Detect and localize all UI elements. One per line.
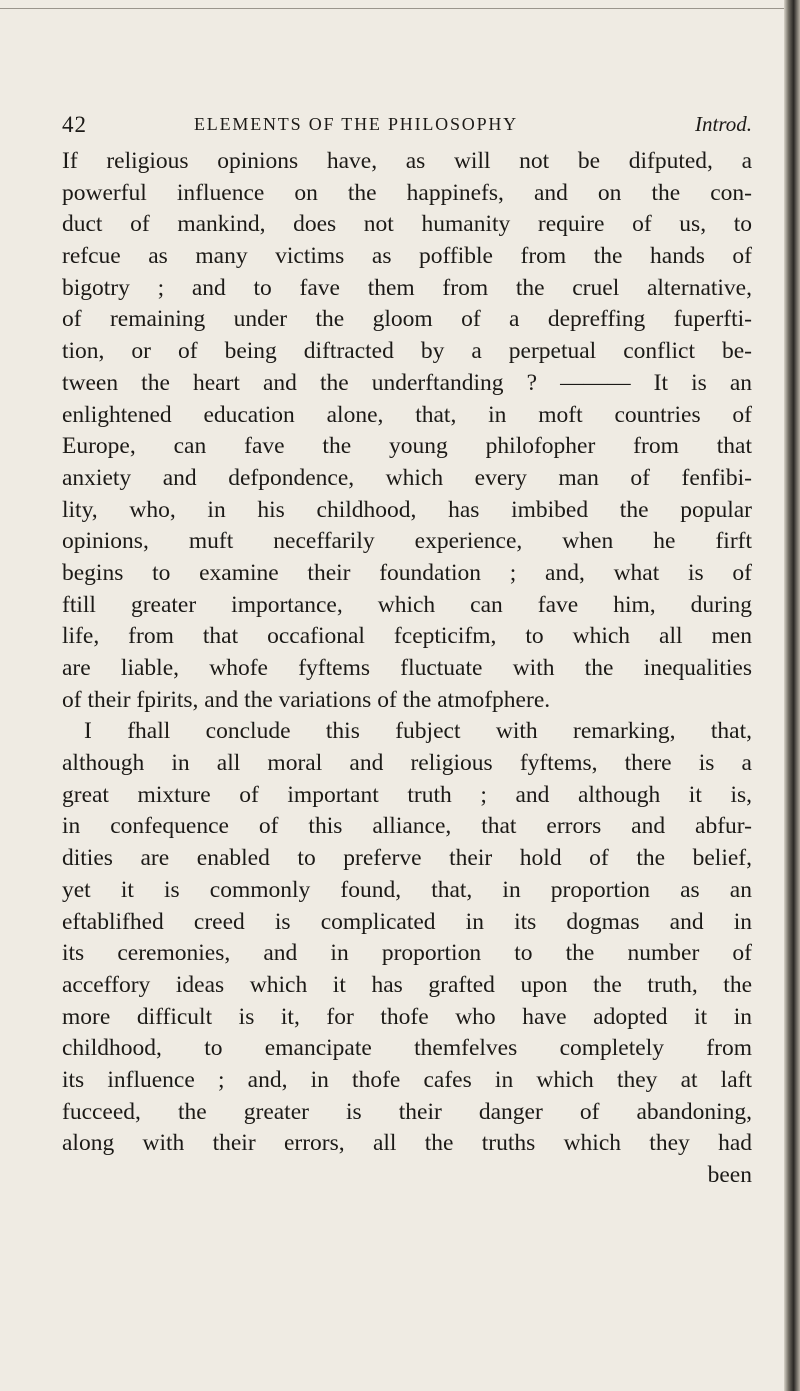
text-line: I fhall conclude this fubject with remarking, that, xyxy=(84,718,752,745)
text-line: opinions, muft neceffarily experience, when he firft xyxy=(62,528,752,555)
text-line: life, from that occafional fcepticifm, to which all men xyxy=(62,623,752,650)
text-line: tion, or of being diftracted by a perpetual conflict be- xyxy=(62,338,752,365)
text-line: of their fpirits, and the variations of the atmofphere. xyxy=(62,686,551,713)
section-label: Introd. xyxy=(695,112,752,136)
body-text xyxy=(62,146,752,1192)
catchword: been xyxy=(707,1162,752,1188)
top-page-edge xyxy=(0,8,785,9)
text-line: enlightened education alone, that, in moft countries of xyxy=(62,401,752,428)
text-line: its ceremonies, and in proportion to the number of xyxy=(62,940,752,967)
text-line: powerful influence on the happinefs, and on the con- xyxy=(62,179,752,206)
text-line: although in all moral and religious fyftems, there is a xyxy=(62,750,752,777)
text-line: along with their errors, all the truths which they had xyxy=(62,1130,752,1157)
page-number: 42 xyxy=(62,112,87,137)
text-line: refcue as many victims as poffible from the hands of xyxy=(62,243,752,270)
text-line: of remaining under the gloom of a depreffing fuperfti- xyxy=(62,306,752,333)
text-line: duct of mankind, does not humanity require of us, to xyxy=(62,211,752,238)
text-line: lity, who, in his childhood, has imbibed the popular xyxy=(62,496,752,523)
text-line: in confequence of this alliance, that errors and abfur- xyxy=(62,813,752,840)
text-line: eftablifhed creed is complicated in its dogmas and in xyxy=(62,908,752,935)
text-line: bigotry ; and to fave them from the cruel alternative, xyxy=(62,274,752,301)
running-header xyxy=(62,108,752,144)
text-line: are liable, whofe fyftems fluctuate with the inequalities xyxy=(62,655,752,681)
text-line: yet it is commonly found, that, in proportion as an xyxy=(62,876,752,903)
text-line: If religious opinions have, as will not be difputed, a xyxy=(62,148,752,174)
text-line: great mixture of important truth ; and although it is, xyxy=(62,781,752,808)
binding-gutter-shadow xyxy=(784,0,800,1391)
text-line: fucceed, the greater is their danger of abandoning, xyxy=(62,1098,752,1125)
text-line: dities are enabled to preferve their hold of the belief, xyxy=(62,845,752,872)
text-line: acceffory ideas which it has grafted upon the truth, the xyxy=(62,971,752,998)
text-line: ftill greater importance, which can fave him, during xyxy=(62,591,752,618)
text-line: tween the heart and the underftanding ? ——— It is an xyxy=(62,369,752,396)
text-line: Europe, can fave the young philofopher from that xyxy=(62,433,752,460)
text-line: its influence ; and, in thofe cafes in which they at laft xyxy=(62,1066,752,1093)
running-title: ELEMENTS OF THE PHILOSOPHY xyxy=(194,114,518,134)
text-line: anxiety and defpondence, which every man of fenfibi- xyxy=(62,464,752,491)
text-line: more difficult is it, for thofe who have adopted it in xyxy=(62,1003,752,1030)
text-line: begins to examine their foundation ; and, what is of xyxy=(62,559,752,586)
text-line: childhood, to emancipate themfelves completely from xyxy=(62,1035,752,1062)
